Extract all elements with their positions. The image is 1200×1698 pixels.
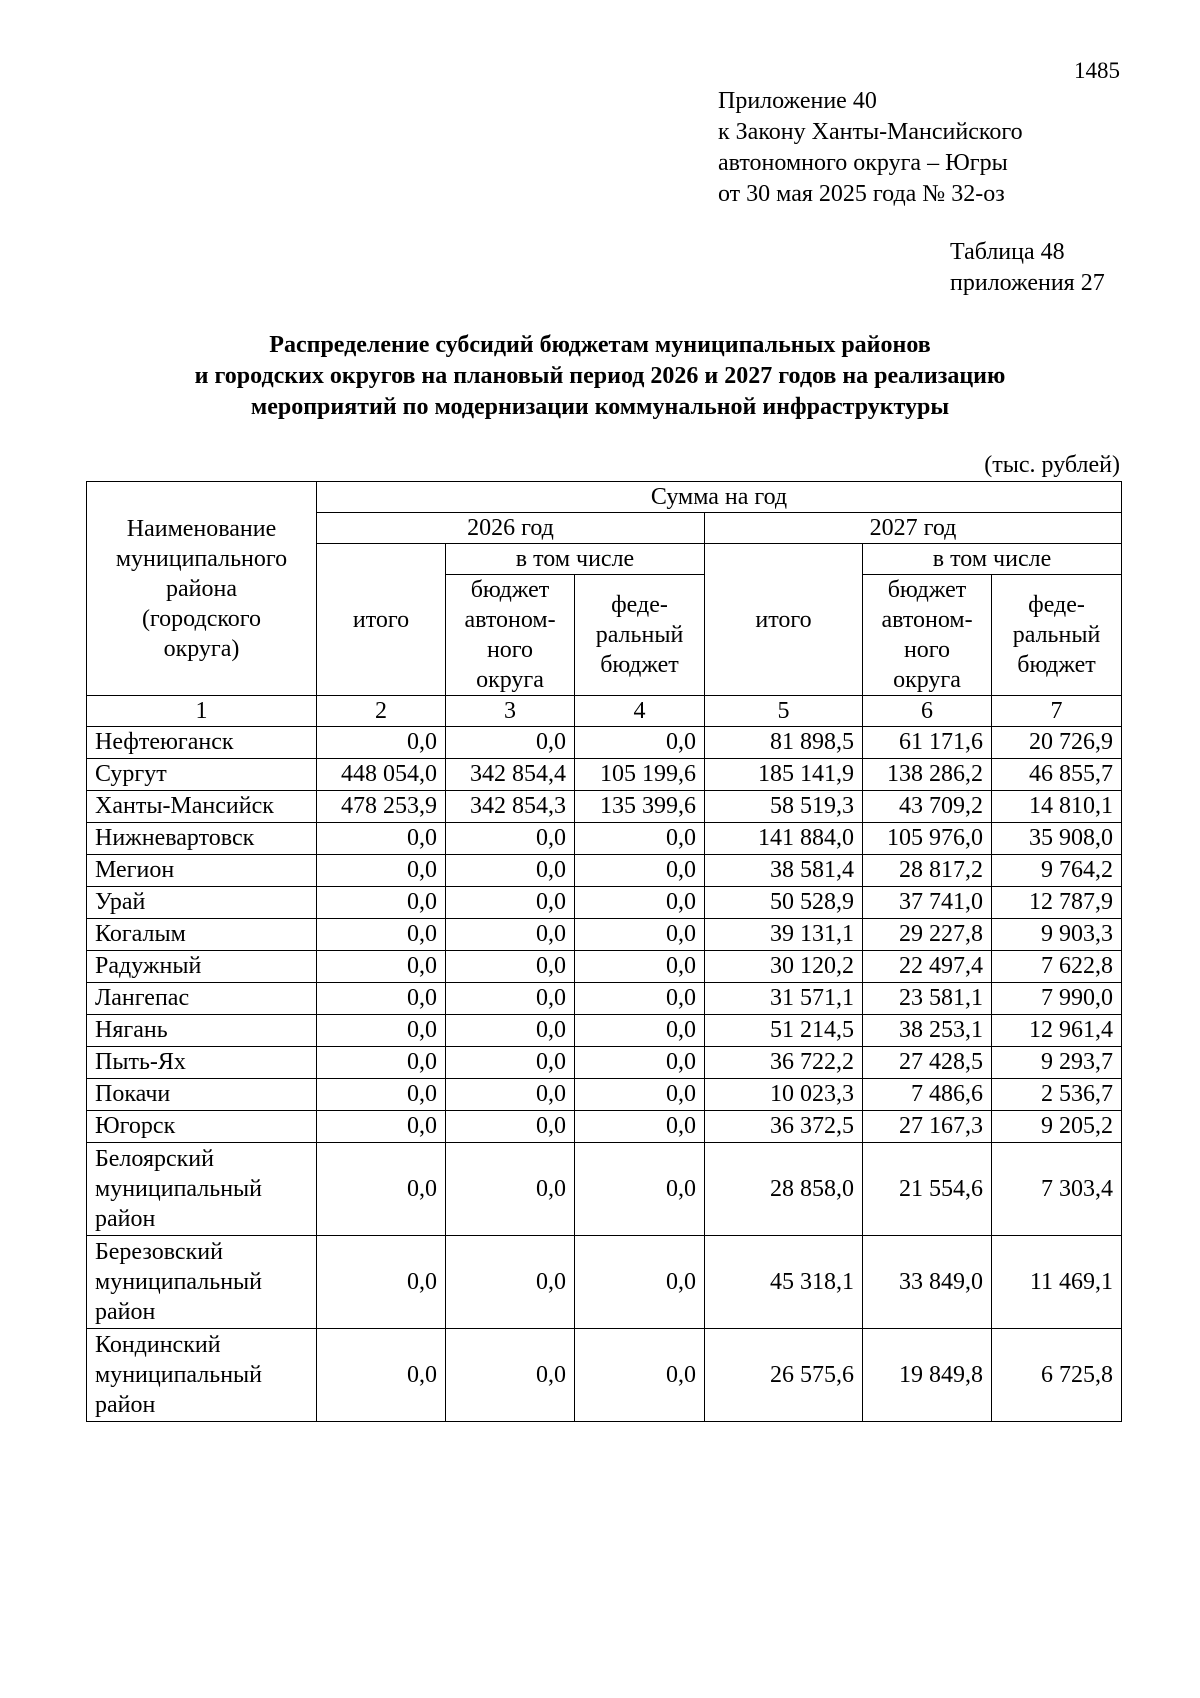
municipality-name: Югорск [87, 1111, 317, 1143]
table-row [87, 887, 1122, 919]
amount-cell: 0,0 [446, 727, 575, 759]
amount-cell: 0,0 [317, 855, 446, 887]
municipality-name: Нижневартовск [87, 823, 317, 855]
table-row [87, 1047, 1122, 1079]
document-title [90, 330, 1110, 423]
column-number: 1 [87, 696, 317, 727]
column-number: 5 [705, 696, 863, 727]
amount-cell: 12 787,9 [992, 887, 1122, 919]
amount-cell: 21 554,6 [863, 1143, 992, 1236]
amount-cell: 0,0 [317, 919, 446, 951]
amount-cell: 29 227,8 [863, 919, 992, 951]
amount-cell: 0,0 [575, 855, 705, 887]
amount-cell: 81 898,5 [705, 727, 863, 759]
header-name-column: Наименование муниципального района (городского округа) [87, 482, 317, 696]
amount-cell: 0,0 [446, 1143, 575, 1236]
table-row [87, 1236, 1122, 1329]
amount-cell: 342 854,3 [446, 791, 575, 823]
amount-cell: 22 497,4 [863, 951, 992, 983]
table-row [87, 1111, 1122, 1143]
amount-cell: 0,0 [575, 727, 705, 759]
municipality-name: Березовский муниципальный район [87, 1236, 317, 1329]
header-total-2026: итого [317, 544, 446, 696]
amount-cell: 7 486,6 [863, 1079, 992, 1111]
table-row [87, 1015, 1122, 1047]
table-row [87, 727, 1122, 759]
header-total-2027: итого [705, 544, 863, 696]
municipality-name: Когалым [87, 919, 317, 951]
amount-cell: 0,0 [575, 1047, 705, 1079]
amount-cell: 105 976,0 [863, 823, 992, 855]
amount-cell: 135 399,6 [575, 791, 705, 823]
municipality-name: Нягань [87, 1015, 317, 1047]
amount-cell: 0,0 [446, 983, 575, 1015]
amount-cell: 0,0 [446, 1015, 575, 1047]
amount-cell: 30 120,2 [705, 951, 863, 983]
amount-cell: 0,0 [575, 919, 705, 951]
amount-cell: 0,0 [317, 1236, 446, 1329]
amount-cell: 0,0 [446, 951, 575, 983]
amount-cell: 14 810,1 [992, 791, 1122, 823]
amount-cell: 12 961,4 [992, 1015, 1122, 1047]
amount-cell: 6 725,8 [992, 1329, 1122, 1422]
municipality-name: Мегион [87, 855, 317, 887]
amount-cell: 36 372,5 [705, 1111, 863, 1143]
appendix-line: автономного округа – Югры [718, 150, 1008, 176]
amount-cell: 37 741,0 [863, 887, 992, 919]
header-including-2027: в том числе [863, 544, 1122, 575]
amount-cell: 28 817,2 [863, 855, 992, 887]
municipality-name: Кондинский муниципальный район [87, 1329, 317, 1422]
amount-cell: 27 167,3 [863, 1111, 992, 1143]
table-row [87, 951, 1122, 983]
amount-cell: 38 253,1 [863, 1015, 992, 1047]
amount-cell: 0,0 [575, 951, 705, 983]
municipality-name: Белоярский муниципальный район [87, 1143, 317, 1236]
amount-cell: 23 581,1 [863, 983, 992, 1015]
amount-cell: 448 054,0 [317, 759, 446, 791]
amount-cell: 0,0 [317, 1015, 446, 1047]
header-federal-budget-2026: феде- ральный бюджет [575, 575, 705, 696]
amount-cell: 0,0 [317, 1047, 446, 1079]
municipality-name: Урай [87, 887, 317, 919]
amount-cell: 0,0 [317, 951, 446, 983]
amount-cell: 0,0 [317, 1111, 446, 1143]
municipality-name: Нефтеюганск [87, 727, 317, 759]
amount-cell: 185 141,9 [705, 759, 863, 791]
amount-cell: 0,0 [575, 983, 705, 1015]
amount-cell: 9 764,2 [992, 855, 1122, 887]
amount-cell: 27 428,5 [863, 1047, 992, 1079]
units-label: (тыс. рублей) [984, 452, 1120, 478]
appendix-line: от 30 мая 2025 года № 32-оз [718, 181, 1005, 207]
amount-cell: 342 854,4 [446, 759, 575, 791]
amount-cell: 33 849,0 [863, 1236, 992, 1329]
amount-cell: 7 990,0 [992, 983, 1122, 1015]
amount-cell: 0,0 [575, 1079, 705, 1111]
amount-cell: 0,0 [446, 919, 575, 951]
column-number-row [87, 696, 1122, 727]
amount-cell: 26 575,6 [705, 1329, 863, 1422]
page-number: 1485 [1074, 58, 1120, 83]
amount-cell: 0,0 [317, 887, 446, 919]
table-row [87, 855, 1122, 887]
amount-cell: 10 023,3 [705, 1079, 863, 1111]
amount-cell: 0,0 [317, 727, 446, 759]
amount-cell: 0,0 [575, 1143, 705, 1236]
appendix-reference [718, 86, 1023, 210]
title-line: и городских округов на плановый период 2026 и 2027 годов на реализацию [194, 363, 1006, 389]
table-row [87, 791, 1122, 823]
amount-cell: 0,0 [446, 1111, 575, 1143]
table-reference [950, 237, 1105, 299]
amount-cell: 0,0 [446, 1236, 575, 1329]
amount-cell: 0,0 [446, 1329, 575, 1422]
amount-cell: 20 726,9 [992, 727, 1122, 759]
table-row [87, 983, 1122, 1015]
amount-cell: 7 303,4 [992, 1143, 1122, 1236]
amount-cell: 0,0 [317, 1079, 446, 1111]
amount-cell: 0,0 [446, 823, 575, 855]
table-ref-line: приложения 27 [950, 270, 1105, 296]
amount-cell: 50 528,9 [705, 887, 863, 919]
municipality-name: Пыть-Ях [87, 1047, 317, 1079]
municipality-name: Сургут [87, 759, 317, 791]
header-regional-budget-2027: бюджет автоном- ного округа [863, 575, 992, 696]
municipality-name: Лангепас [87, 983, 317, 1015]
column-number: 4 [575, 696, 705, 727]
column-number: 3 [446, 696, 575, 727]
amount-cell: 61 171,6 [863, 727, 992, 759]
header-regional-budget-2026: бюджет автоном- ного округа [446, 575, 575, 696]
amount-cell: 141 884,0 [705, 823, 863, 855]
amount-cell: 7 622,8 [992, 951, 1122, 983]
amount-cell: 58 519,3 [705, 791, 863, 823]
title-line: мероприятий по модернизации коммунальной инфраструктуры [250, 394, 950, 420]
table-header [87, 482, 1122, 696]
column-number: 7 [992, 696, 1122, 727]
table-body [87, 696, 1122, 1422]
amount-cell: 0,0 [317, 1143, 446, 1236]
header-year-2026: 2026 год [317, 513, 705, 544]
amount-cell: 0,0 [446, 887, 575, 919]
amount-cell: 39 131,1 [705, 919, 863, 951]
amount-cell: 0,0 [575, 1236, 705, 1329]
header-federal-budget-2027: феде- ральный бюджет [992, 575, 1122, 696]
amount-cell: 105 199,6 [575, 759, 705, 791]
municipality-name: Радужный [87, 951, 317, 983]
appendix-line: Приложение 40 [718, 88, 877, 114]
appendix-line: к Закону Ханты-Мансийского [718, 119, 1023, 145]
amount-cell: 0,0 [575, 887, 705, 919]
amount-cell: 28 858,0 [705, 1143, 863, 1236]
table-row [87, 823, 1122, 855]
amount-cell: 478 253,9 [317, 791, 446, 823]
amount-cell: 0,0 [446, 1047, 575, 1079]
header-year-2027: 2027 год [705, 513, 1122, 544]
amount-cell: 0,0 [575, 1111, 705, 1143]
amount-cell: 35 908,0 [992, 823, 1122, 855]
table-row [87, 1329, 1122, 1422]
amount-cell: 138 286,2 [863, 759, 992, 791]
amount-cell: 0,0 [446, 855, 575, 887]
header-including-2026: в том числе [446, 544, 705, 575]
amount-cell: 9 293,7 [992, 1047, 1122, 1079]
amount-cell: 11 469,1 [992, 1236, 1122, 1329]
amount-cell: 0,0 [317, 983, 446, 1015]
amount-cell: 36 722,2 [705, 1047, 863, 1079]
municipality-name: Ханты-Мансийск [87, 791, 317, 823]
amount-cell: 19 849,8 [863, 1329, 992, 1422]
amount-cell: 0,0 [317, 1329, 446, 1422]
subsidy-table [86, 481, 1122, 1422]
table-row [87, 1143, 1122, 1236]
amount-cell: 43 709,2 [863, 791, 992, 823]
amount-cell: 0,0 [575, 1329, 705, 1422]
amount-cell: 51 214,5 [705, 1015, 863, 1047]
amount-cell: 45 318,1 [705, 1236, 863, 1329]
table-row [87, 919, 1122, 951]
amount-cell: 9 205,2 [992, 1111, 1122, 1143]
amount-cell: 31 571,1 [705, 983, 863, 1015]
amount-cell: 9 903,3 [992, 919, 1122, 951]
municipality-name: Покачи [87, 1079, 317, 1111]
table-row [87, 1079, 1122, 1111]
title-line: Распределение субсидий бюджетам муниципальных районов [269, 332, 931, 358]
amount-cell: 2 536,7 [992, 1079, 1122, 1111]
column-number: 6 [863, 696, 992, 727]
amount-cell: 0,0 [317, 823, 446, 855]
amount-cell: 0,0 [575, 823, 705, 855]
table-ref-line: Таблица 48 [950, 239, 1065, 265]
amount-cell: 38 581,4 [705, 855, 863, 887]
header-sum-per-year: Сумма на год [317, 482, 1122, 513]
amount-cell: 0,0 [575, 1015, 705, 1047]
amount-cell: 0,0 [446, 1079, 575, 1111]
column-number: 2 [317, 696, 446, 727]
amount-cell: 46 855,7 [992, 759, 1122, 791]
table-row [87, 759, 1122, 791]
